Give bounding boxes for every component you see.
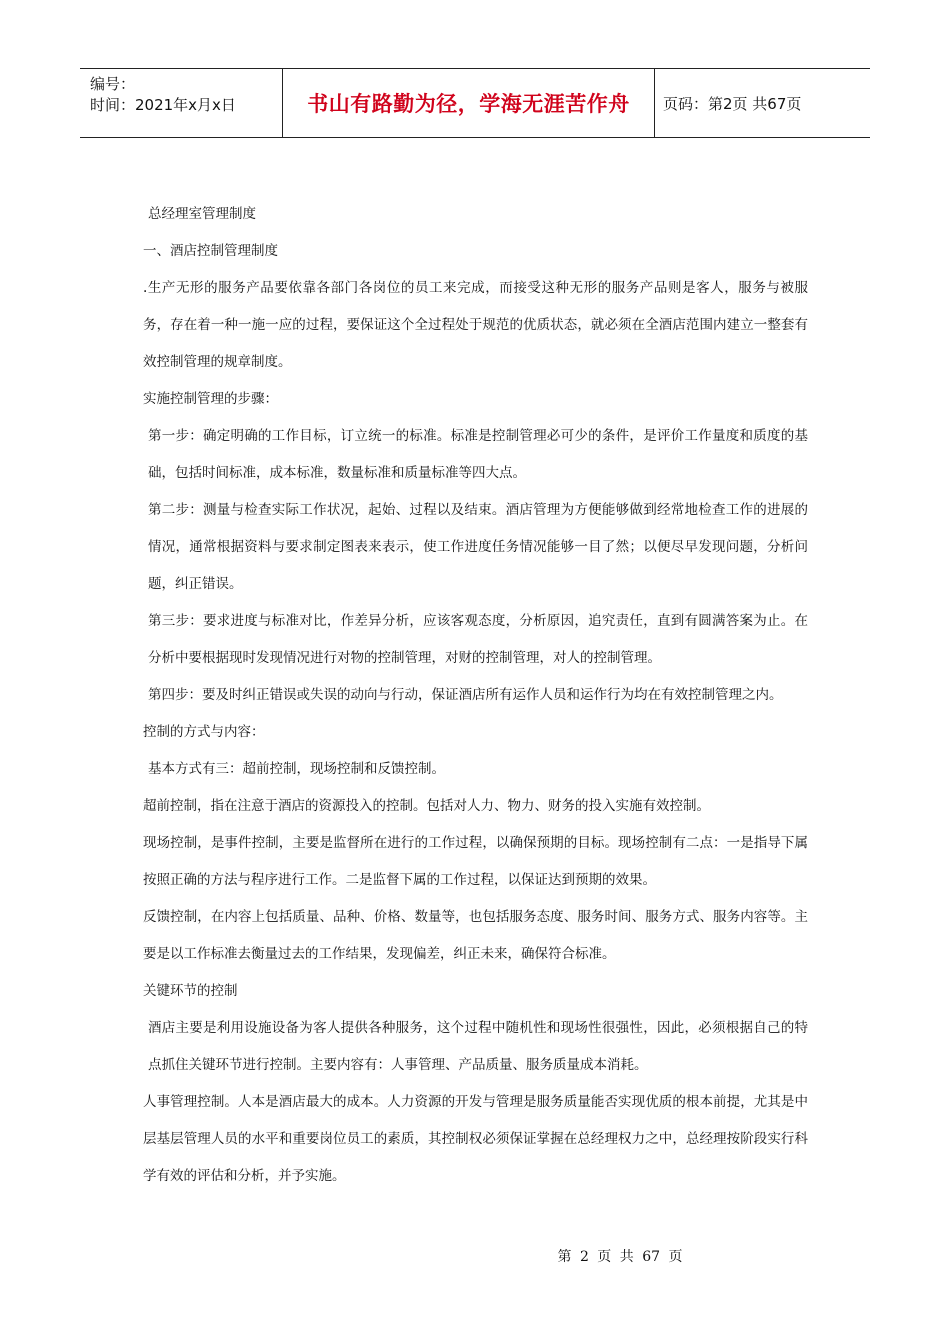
page-info-text: 页码：第2页 共67页 [663, 94, 802, 113]
body-paragraph: 酒店主要是利用设施设备为客人提供各种服务，这个过程中随机性和现场性很强性，因此，必须根据自己的特点抓住关键环节进行控制。主要内容有：人事管理、产品质量、服务质量成本消耗。 [148, 1020, 808, 1073]
document-number-label: 编号： [90, 75, 136, 93]
body-paragraph: 人事管理控制。人本是酒店最大的成本。人力资源的开发与管理是服务质量能否实现优质的根本前提，尤其是中层基层管理人员的水平和重要岗位员工的素质，其控制权必须保证掌握在总经理权力之中，总经理按阶段实行科学有效的评估和分析，并予实施。 [143, 1094, 808, 1184]
document-date: 时间：2021年x月x日 [90, 96, 236, 114]
page-footer [0, 1246, 950, 1266]
step-paragraph: 第一步：确定明确的工作目标，订立统一的标准。标准是控制管理必可少的条件，是评价工作量度和质度的基础，包括时间标准，成本标准，数量标准和质量标准等四大点。 [148, 428, 808, 481]
document-title: 总经理室管理制度 [148, 206, 256, 222]
body-paragraph: 反馈控制，在内容上包括质量、品种、价格、数量等，也包括服务态度、服务时间、服务方式、服务内容等。主要是以工作标准去衡量过去的工作结果，发现偏差，纠正未来，确保符合标准。 [143, 909, 808, 962]
subheading: 控制的方式与内容： [143, 724, 265, 740]
body-paragraph: 现场控制，是事件控制，主要是监督所在进行的工作过程，以确保预期的目标。现场控制有二点：一是指导下属按照正确的方法与程序进行工作。二是监督下属的工作过程，以保证达到预期的效果。 [143, 835, 808, 888]
page-header [80, 68, 870, 138]
step-paragraph: 第三步：要求进度与标准对比，作差异分析，应该客观态度，分析原因，追究责任，直到有圆满答案为止。在分析中要根据现时发现情况进行对物的控制管理，对财的控制管理，对人的控制管理。 [148, 613, 808, 666]
body-paragraph: .生产无形的服务产品要依靠各部门各岗位的员工来完成，而接受这种无形的服务产品则是客人，服务与被服务，存在着一种一施一应的过程，要保证这个全过程处于规范的优质状态，就必须在全酒店范围内建立一整套有效控制管理的规章制度。 [143, 280, 808, 370]
document-body [143, 196, 808, 1195]
step-paragraph: 第四步：要及时纠正错误或失误的动向与行动，保证酒店所有运作人员和运作行为均在有效控制管理之内。 [148, 687, 783, 703]
header-page-info [655, 69, 870, 137]
body-paragraph: 超前控制，指在注意于酒店的资源投入的控制。包括对人力、物力、财务的投入实施有效控制。 [143, 798, 710, 814]
body-paragraph: 基本方式有三：超前控制，现场控制和反馈控制。 [148, 761, 445, 777]
motto-text: 书山有路勤为径，学海无涯苦作舟 [307, 92, 630, 116]
subheading: 关键环节的控制 [143, 983, 238, 999]
step-paragraph: 第二步：测量与检查实际工作状况，起始、过程以及结束。酒店管理为方便能够做到经常地检查工作的进展的情况，通常根据资料与要求制定图表来表示，使工作进度任务情况能够一目了然；以便尽早发现问题，分析问题，纠正错误。 [148, 502, 808, 592]
header-motto [283, 69, 655, 137]
subheading: 实施控制管理的步骤： [143, 391, 278, 407]
section-heading: 一、酒店控制管理制度 [143, 243, 278, 259]
header-meta [80, 69, 283, 137]
footer-page-number: 第 2 页 共 67 页 [557, 1249, 683, 1265]
